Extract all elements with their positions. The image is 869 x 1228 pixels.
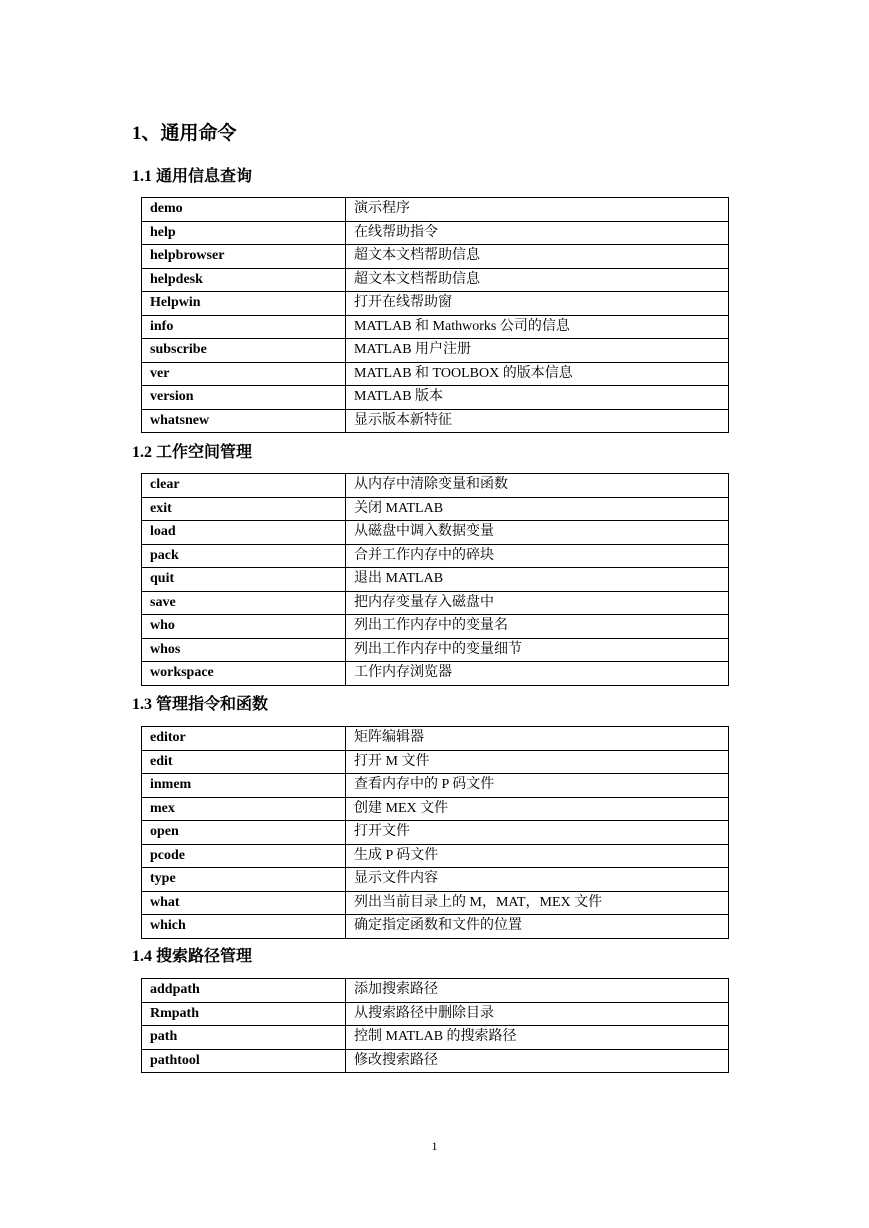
command-description: 显示版本新特征	[346, 409, 729, 433]
command-description: 列出工作内存中的变量名	[346, 615, 729, 639]
table-row	[142, 386, 729, 410]
command-description: MATLAB 和 Mathworks 公司的信息	[346, 315, 729, 339]
section-title-workspace: 1.2 工作空间管理	[132, 444, 253, 461]
command-description: 退出 MATLAB	[346, 568, 729, 592]
table-row	[142, 891, 729, 915]
command-name: editor	[142, 727, 346, 751]
chapter-title: 1、通用命令	[132, 123, 237, 144]
command-description: MATLAB 版本	[346, 386, 729, 410]
command-description: 超文本文档帮助信息	[346, 245, 729, 269]
command-name: whos	[142, 638, 346, 662]
command-description: 生成 P 码文件	[346, 844, 729, 868]
command-name: Helpwin	[142, 292, 346, 316]
command-description: 从搜索路径中删除目录	[346, 1002, 729, 1026]
command-name: inmem	[142, 774, 346, 798]
table-row	[142, 750, 729, 774]
command-name: helpbrowser	[142, 245, 346, 269]
command-description: 列出工作内存中的变量细节	[346, 638, 729, 662]
command-table-workspace	[141, 473, 729, 686]
table-row	[142, 409, 729, 433]
command-description: 矩阵编辑器	[346, 727, 729, 751]
command-name: exit	[142, 497, 346, 521]
table-row	[142, 774, 729, 798]
command-description: 超文本文档帮助信息	[346, 268, 729, 292]
command-name: save	[142, 591, 346, 615]
command-description: 从内存中清除变量和函数	[346, 474, 729, 498]
table-row	[142, 662, 729, 686]
command-description: 控制 MATLAB 的搜索路径	[346, 1026, 729, 1050]
command-name: path	[142, 1026, 346, 1050]
section-title-general-info: 1.1 通用信息查询	[132, 168, 253, 185]
command-name: pack	[142, 544, 346, 568]
command-table-management	[141, 726, 729, 939]
command-name: open	[142, 821, 346, 845]
table-row	[142, 1002, 729, 1026]
table-row	[142, 591, 729, 615]
command-name: version	[142, 386, 346, 410]
table-row	[142, 1049, 729, 1073]
page-number: 1	[431, 1139, 438, 1153]
table-row	[142, 497, 729, 521]
command-name: pcode	[142, 844, 346, 868]
command-description: MATLAB 和 TOOLBOX 的版本信息	[346, 362, 729, 386]
command-description: 演示程序	[346, 198, 729, 222]
table-row	[142, 362, 729, 386]
table-row	[142, 474, 729, 498]
command-description: 工作内存浏览器	[346, 662, 729, 686]
command-name: clear	[142, 474, 346, 498]
table-row	[142, 339, 729, 363]
command-description: 显示文件内容	[346, 868, 729, 892]
command-description: 添加搜索路径	[346, 979, 729, 1003]
table-row	[142, 521, 729, 545]
table-row	[142, 268, 729, 292]
command-description: 在线帮助指令	[346, 221, 729, 245]
table-row	[142, 915, 729, 939]
table-row	[142, 615, 729, 639]
command-name: subscribe	[142, 339, 346, 363]
command-name: pathtool	[142, 1049, 346, 1073]
command-name: workspace	[142, 662, 346, 686]
command-name: edit	[142, 750, 346, 774]
section-title-search-path: 1.4 搜索路径管理	[132, 948, 253, 965]
command-description: 从磁盘中调入数据变量	[346, 521, 729, 545]
table-row	[142, 797, 729, 821]
command-description: 合并工作内存中的碎块	[346, 544, 729, 568]
table-row	[142, 245, 729, 269]
command-name: type	[142, 868, 346, 892]
command-name: info	[142, 315, 346, 339]
command-description: 创建 MEX 文件	[346, 797, 729, 821]
command-table-search-path	[141, 978, 729, 1073]
command-name: mex	[142, 797, 346, 821]
command-name: whatsnew	[142, 409, 346, 433]
table-row	[142, 638, 729, 662]
command-name: load	[142, 521, 346, 545]
table-row	[142, 568, 729, 592]
command-description: MATLAB 用户注册	[346, 339, 729, 363]
command-description: 打开 M 文件	[346, 750, 729, 774]
command-description: 打开文件	[346, 821, 729, 845]
command-name: helpdesk	[142, 268, 346, 292]
table-row	[142, 315, 729, 339]
table-row	[142, 868, 729, 892]
command-name: ver	[142, 362, 346, 386]
command-name: who	[142, 615, 346, 639]
command-name: which	[142, 915, 346, 939]
command-description: 列出当前目录上的 M，MAT，MEX 文件	[346, 891, 729, 915]
command-name: what	[142, 891, 346, 915]
command-name: help	[142, 221, 346, 245]
command-description: 把内存变量存入磁盘中	[346, 591, 729, 615]
command-name: demo	[142, 198, 346, 222]
table-row	[142, 544, 729, 568]
command-description: 修改搜索路径	[346, 1049, 729, 1073]
command-description: 打开在线帮助窗	[346, 292, 729, 316]
command-name: Rmpath	[142, 1002, 346, 1026]
table-row	[142, 844, 729, 868]
command-table-general-info	[141, 197, 729, 433]
command-name: quit	[142, 568, 346, 592]
table-row	[142, 1026, 729, 1050]
command-description: 关闭 MATLAB	[346, 497, 729, 521]
command-name: addpath	[142, 979, 346, 1003]
table-row	[142, 727, 729, 751]
table-row	[142, 221, 729, 245]
command-description: 确定指定函数和文件的位置	[346, 915, 729, 939]
table-row	[142, 198, 729, 222]
table-row	[142, 821, 729, 845]
table-row	[142, 292, 729, 316]
table-row	[142, 979, 729, 1003]
section-title-management: 1.3 管理指令和函数	[132, 696, 269, 713]
command-description: 查看内存中的 P 码文件	[346, 774, 729, 798]
